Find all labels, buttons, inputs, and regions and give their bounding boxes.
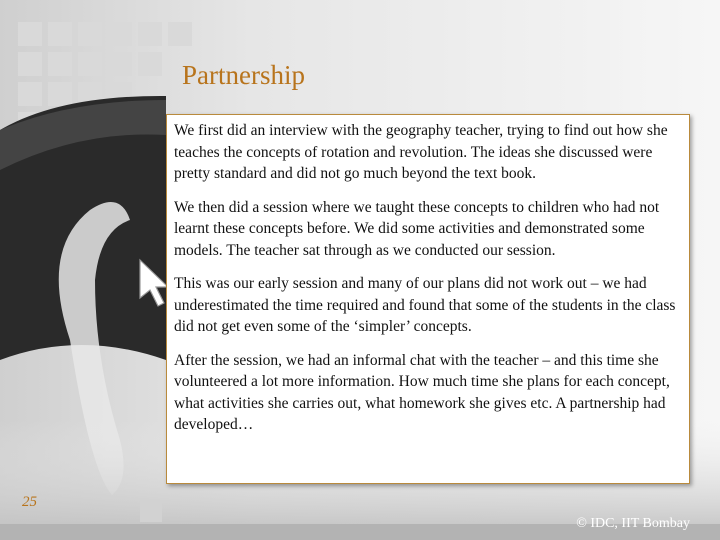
paragraph-2: We then did a session where we taught these concepts to children who had not learnt these concepts before. We did some activities and demonstrated some models. The teacher sat through as we conducted our session.: [174, 198, 660, 259]
slide-number: 25: [22, 494, 37, 510]
slide-title: Partnership: [182, 60, 305, 90]
footer-copyright: © IDC, IIT Bombay: [576, 516, 690, 531]
content-box: [166, 114, 690, 484]
paragraph-3: This was our early session and many of our plans did not work out – we had underestimated the time required and found that some of the students in the class did not get even some of the ‘simpler’ concepts.: [174, 275, 676, 335]
paragraph-1: We first did an interview with the geography teacher, trying to find out how she teaches the concepts of rotation and revolution. The ideas she discussed were pretty standard and did not go much beyond the text book.: [174, 122, 668, 182]
paragraph-4: After the session, we had an informal chat with the teacher – and this time she volunteered a lot more information. How much time she plans for each concept, what activities she carries out, what homework she gives etc. A partnership had developed…: [174, 351, 670, 433]
